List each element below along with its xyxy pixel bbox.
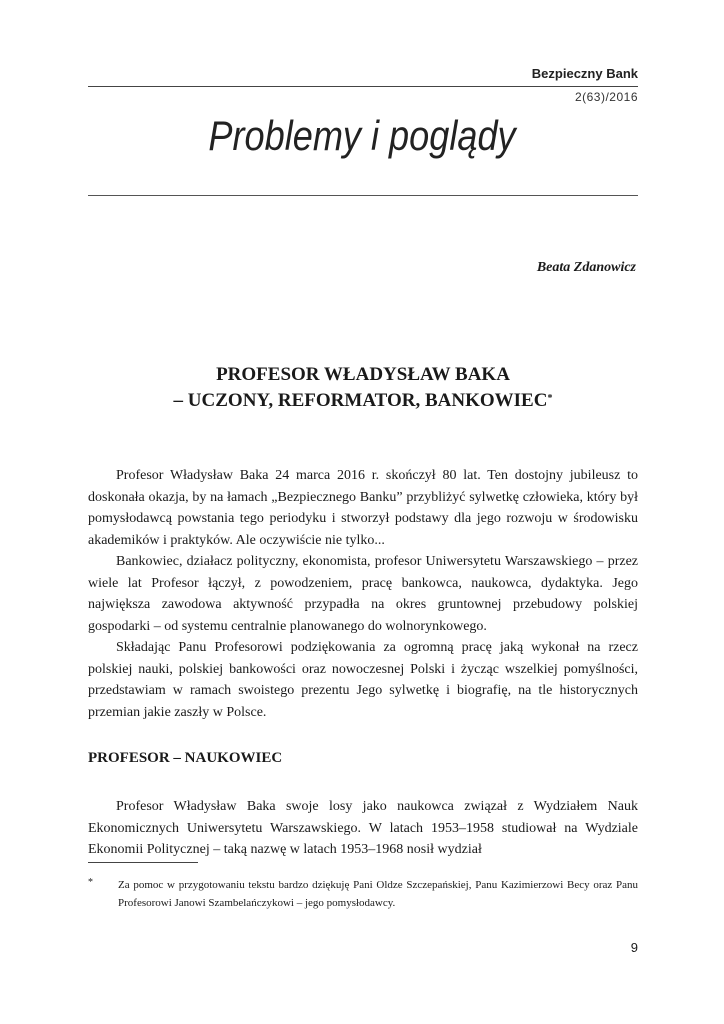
article-title-line-2 [88,388,638,414]
paragraph: Składając Panu Profesorowi podziękowania za ogromną pracę jaką wykonał na rzecz polskiej nauki, polskiej bankowości oraz nowoczesnej Polski i życząc wszelkiej pomyślności, przedstawiam w ramach swoistego prezentu Jego sylwetkę i biografię, na tle historycznych przemian jakie zaszły w Polsce. [88,640,638,720]
article-title-line-1: PROFESOR WŁADYSŁAW BAKA [216,364,510,385]
paragraph: Profesor Władysław Baka 24 marca 2016 r. skończył 80 lat. Ten dostojny jubileusz to doskonała okazja, by na łamach „Bezpiecznego Banku” przybliżyć sylwetkę człowieka, który był pomysłodawcą powstania tego periodyku i stworzył podstawy dla jego rozwoju w środowisku akademików i praktyków. Ale oczywiście nie tylko... [88,468,638,548]
author-name: Beata Zdanowicz [536,260,636,275]
section-title: Problemy i poglądy [208,112,516,159]
footnote [88,876,638,912]
footnote-rule [88,862,198,863]
page-number: 9 [630,940,638,955]
article-title [88,362,638,414]
paragraph: Profesor Władysław Baka swoje losy jako naukowca związał z Wydziałem Nauk Ekonomicznych Uniwersytetu Warszawskiego. W latach 1953–1958 studiował na Wydziale Ekonomii Politycznej – taką nazwę w latach 1953–1968 nosił wydział [88,799,638,857]
footnote-mark: * [88,877,93,888]
header-rule [88,86,638,87]
paragraph: Bankowiec, działacz polityczny, ekonomista, profesor Uniwersytetu Warszawskiego – przez wiele lat Profesor łączył, z powodzeniem, pracę bankowca, naukowca, dydaktyka. Jego największa zawodowa aktywność przypadła na okres gruntownej przebudowy polskiej gospodarki – od systemu centralnie planowanego do wolnorynkowego. [88,554,638,634]
section-heading: PROFESOR – NAUKOWIEC [88,750,283,766]
journal-name: Bezpieczny Bank [531,66,638,81]
issue-number: 2(63)/2016 [574,90,638,104]
section-title-rule [88,195,638,196]
article-title-line-2-text: – UCZONY, REFORMATOR, BANKOWIEC [173,390,548,411]
title-footnote-mark: * [547,393,553,404]
intro-text [88,465,638,723]
footnote-text: Za pomoc w przygotowaniu tekstu bardzo dziękuję Pani Oldze Szczepańskiej, Panu Kazimierzowi Becy oraz Panu Profesorowi Janowi Szambelańczykowi – jego pomysłodawcy. [118,879,638,909]
section-text [88,796,638,861]
